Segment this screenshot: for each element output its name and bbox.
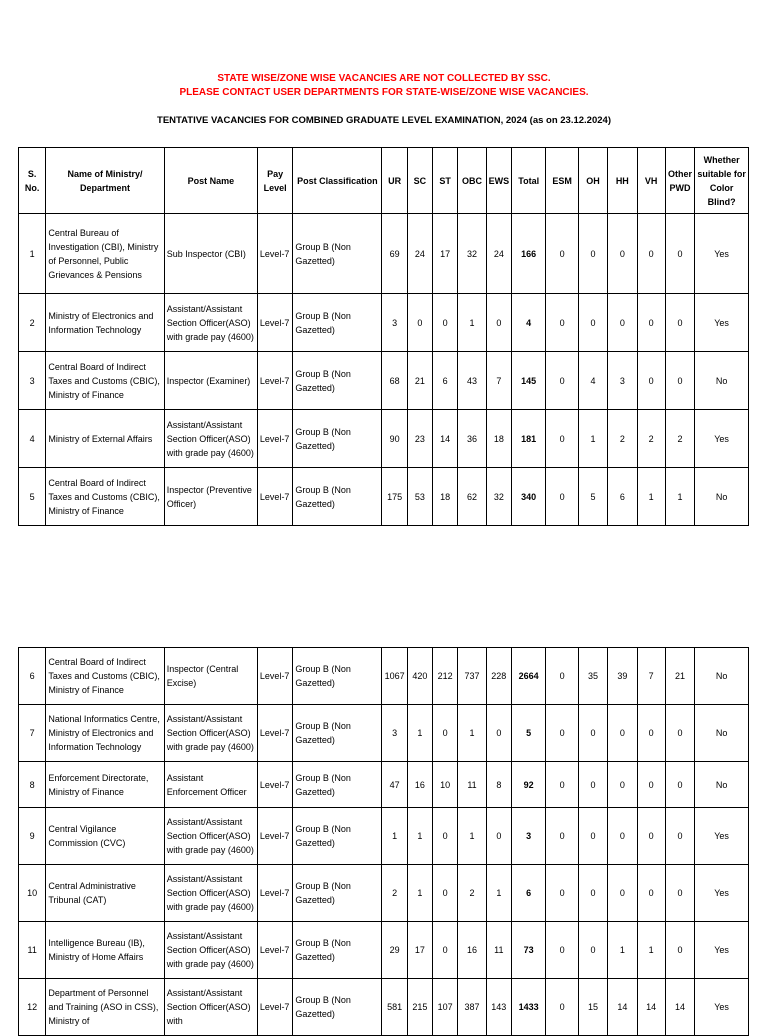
cell-sno: 12 (19, 979, 46, 1036)
cell-other-pwd: 0 (665, 214, 694, 294)
cell-sc: 17 (407, 922, 432, 979)
cell-ews: 1 (486, 865, 511, 922)
cell-sc: 21 (407, 352, 432, 410)
cell-st: 0 (433, 294, 458, 352)
cell-total: 2664 (511, 648, 545, 705)
table-row (19, 648, 749, 705)
cell-vh: 0 (637, 294, 665, 352)
cell-esm: 0 (546, 352, 578, 410)
cell-post-name: Assistant/Assistant Section Officer(ASO) with grade pay (4600) (164, 808, 257, 865)
cell-color-blind: No (695, 352, 749, 410)
cell-ur: 3 (382, 705, 407, 762)
cell-hh: 0 (608, 214, 637, 294)
cell-color-blind: No (695, 648, 749, 705)
cell-ministry: Ministry of Electronics and Information Technology (46, 294, 164, 352)
cell-ministry: Enforcement Directorate, Ministry of Finance (46, 762, 164, 808)
cell-obc: 16 (458, 922, 486, 979)
cell-sc: 215 (407, 979, 432, 1036)
cell-esm: 0 (546, 705, 578, 762)
cell-oh: 0 (578, 808, 607, 865)
col-header-ews: EWS (486, 148, 511, 214)
col-header-obc: OBC (458, 148, 486, 214)
cell-st: 0 (433, 808, 458, 865)
cell-oh: 4 (578, 352, 607, 410)
cell-other-pwd: 0 (665, 922, 694, 979)
cell-sno: 4 (19, 410, 46, 468)
cell-ur: 175 (382, 468, 407, 526)
cell-vh: 1 (637, 468, 665, 526)
vacancy-table-part-1 (18, 147, 749, 526)
cell-ur: 69 (382, 214, 407, 294)
cell-other-pwd: 14 (665, 979, 694, 1036)
col-header-pay-level: Pay Level (257, 148, 292, 214)
cell-esm: 0 (546, 410, 578, 468)
cell-total: 1433 (511, 979, 545, 1036)
table-row (19, 214, 749, 294)
table-header-row (19, 148, 749, 214)
cell-oh: 15 (578, 979, 607, 1036)
notice-line-2: PLEASE CONTACT USER DEPARTMENTS FOR STATE-WISE/ZONE WISE VACANCIES. (179, 87, 589, 98)
cell-sno: 6 (19, 648, 46, 705)
cell-pay-level: Level-7 (257, 922, 292, 979)
cell-other-pwd: 0 (665, 865, 694, 922)
cell-vh: 0 (637, 705, 665, 762)
cell-st: 14 (433, 410, 458, 468)
cell-obc: 2 (458, 865, 486, 922)
cell-pay-level: Level-7 (257, 865, 292, 922)
col-header-st: ST (433, 148, 458, 214)
cell-post-name: Assistant/Assistant Section Officer(ASO) with grade pay (4600) (164, 410, 257, 468)
cell-oh: 5 (578, 468, 607, 526)
cell-sno: 7 (19, 705, 46, 762)
cell-hh: 1 (608, 922, 637, 979)
cell-oh: 0 (578, 214, 607, 294)
cell-total: 3 (511, 808, 545, 865)
cell-total: 340 (511, 468, 545, 526)
cell-ministry: Central Vigilance Commission (CVC) (46, 808, 164, 865)
cell-sno: 3 (19, 352, 46, 410)
cell-post-name: Inspector (Preventive Officer) (164, 468, 257, 526)
cell-esm: 0 (546, 294, 578, 352)
cell-oh: 0 (578, 705, 607, 762)
cell-sno: 9 (19, 808, 46, 865)
document-title: TENTATIVE VACANCIES FOR COMBINED GRADUATE LEVEL EXAMINATION, 2024 (as on 23.12.2024) (157, 115, 611, 126)
cell-sc: 0 (407, 294, 432, 352)
cell-vh: 2 (637, 410, 665, 468)
col-header-ministry: Name of Ministry/ Department (46, 148, 164, 214)
cell-obc: 737 (458, 648, 486, 705)
cell-st: 107 (433, 979, 458, 1036)
cell-color-blind: No (695, 762, 749, 808)
cell-color-blind: No (695, 705, 749, 762)
table-row (19, 922, 749, 979)
cell-pay-level: Level-7 (257, 808, 292, 865)
col-header-sno: S. No. (19, 148, 46, 214)
cell-hh: 0 (608, 808, 637, 865)
cell-ur: 3 (382, 294, 407, 352)
cell-other-pwd: 21 (665, 648, 694, 705)
table-row (19, 705, 749, 762)
cell-ews: 32 (486, 468, 511, 526)
cell-pay-level: Level-7 (257, 410, 292, 468)
cell-st: 6 (433, 352, 458, 410)
cell-post-name: Inspector (Examiner) (164, 352, 257, 410)
table-row (19, 865, 749, 922)
cell-vh: 0 (637, 808, 665, 865)
cell-total: 73 (511, 922, 545, 979)
cell-total: 4 (511, 294, 545, 352)
col-header-classification: Post Classification (293, 148, 382, 214)
cell-sc: 53 (407, 468, 432, 526)
cell-color-blind: Yes (695, 979, 749, 1036)
cell-total: 181 (511, 410, 545, 468)
cell-ews: 18 (486, 410, 511, 468)
cell-obc: 36 (458, 410, 486, 468)
cell-other-pwd: 2 (665, 410, 694, 468)
cell-hh: 39 (608, 648, 637, 705)
cell-classification: Group B (Non Gazetted) (293, 352, 382, 410)
cell-hh: 0 (608, 294, 637, 352)
cell-pay-level: Level-7 (257, 979, 292, 1036)
cell-ministry: Ministry of External Affairs (46, 410, 164, 468)
cell-hh: 2 (608, 410, 637, 468)
cell-sno: 10 (19, 865, 46, 922)
cell-pay-level: Level-7 (257, 705, 292, 762)
cell-ews: 0 (486, 294, 511, 352)
cell-ews: 8 (486, 762, 511, 808)
cell-obc: 387 (458, 979, 486, 1036)
cell-total: 145 (511, 352, 545, 410)
col-header-hh: HH (608, 148, 637, 214)
cell-hh: 6 (608, 468, 637, 526)
cell-vh: 0 (637, 865, 665, 922)
cell-post-name: Assistant/Assistant Section Officer(ASO) with grade pay (4600) (164, 294, 257, 352)
cell-esm: 0 (546, 922, 578, 979)
col-header-ur: UR (382, 148, 407, 214)
cell-ews: 7 (486, 352, 511, 410)
cell-ur: 90 (382, 410, 407, 468)
cell-color-blind: Yes (695, 865, 749, 922)
cell-obc: 1 (458, 808, 486, 865)
cell-sno: 2 (19, 294, 46, 352)
cell-sno: 8 (19, 762, 46, 808)
notice-line-1: STATE WISE/ZONE WISE VACANCIES ARE NOT COLLECTED BY SSC. (217, 73, 551, 84)
cell-post-name: Assistant Enforcement Officer (164, 762, 257, 808)
cell-other-pwd: 0 (665, 762, 694, 808)
cell-classification: Group B (Non Gazetted) (293, 762, 382, 808)
cell-color-blind: Yes (695, 410, 749, 468)
cell-esm: 0 (546, 762, 578, 808)
cell-post-name: Assistant/Assistant Section Officer(ASO) with (164, 979, 257, 1036)
cell-other-pwd: 0 (665, 705, 694, 762)
cell-pay-level: Level-7 (257, 214, 292, 294)
cell-color-blind: Yes (695, 214, 749, 294)
cell-oh: 1 (578, 410, 607, 468)
col-header-vh: VH (637, 148, 665, 214)
cell-post-name: Assistant/Assistant Section Officer(ASO) with grade pay (4600) (164, 705, 257, 762)
cell-color-blind: Yes (695, 808, 749, 865)
cell-sc: 1 (407, 808, 432, 865)
cell-esm: 0 (546, 865, 578, 922)
table-row (19, 294, 749, 352)
cell-sc: 23 (407, 410, 432, 468)
cell-esm: 0 (546, 214, 578, 294)
cell-ur: 68 (382, 352, 407, 410)
cell-obc: 1 (458, 294, 486, 352)
cell-ministry: Central Board of Indirect Taxes and Customs (CBIC), Ministry of Finance (46, 468, 164, 526)
cell-ews: 0 (486, 808, 511, 865)
cell-vh: 0 (637, 352, 665, 410)
cell-classification: Group B (Non Gazetted) (293, 865, 382, 922)
cell-ews: 24 (486, 214, 511, 294)
cell-vh: 14 (637, 979, 665, 1036)
cell-other-pwd: 1 (665, 468, 694, 526)
cell-ur: 581 (382, 979, 407, 1036)
cell-pay-level: Level-7 (257, 762, 292, 808)
cell-sc: 24 (407, 214, 432, 294)
cell-oh: 0 (578, 865, 607, 922)
cell-hh: 0 (608, 705, 637, 762)
cell-total: 5 (511, 705, 545, 762)
cell-esm: 0 (546, 648, 578, 705)
cell-post-name: Assistant/Assistant Section Officer(ASO) with grade pay (4600) (164, 922, 257, 979)
col-header-color-blind: Whether suitable for Color Blind? (695, 148, 749, 214)
cell-sno: 5 (19, 468, 46, 526)
cell-vh: 7 (637, 648, 665, 705)
cell-sno: 1 (19, 214, 46, 294)
cell-ews: 0 (486, 705, 511, 762)
cell-hh: 0 (608, 865, 637, 922)
cell-classification: Group B (Non Gazetted) (293, 214, 382, 294)
cell-ministry: Central Board of Indirect Taxes and Customs (CBIC), Ministry of Finance (46, 648, 164, 705)
cell-oh: 0 (578, 762, 607, 808)
cell-classification: Group B (Non Gazetted) (293, 979, 382, 1036)
cell-esm: 0 (546, 808, 578, 865)
cell-esm: 0 (546, 468, 578, 526)
cell-classification: Group B (Non Gazetted) (293, 922, 382, 979)
cell-st: 10 (433, 762, 458, 808)
col-header-oh: OH (578, 148, 607, 214)
cell-classification: Group B (Non Gazetted) (293, 648, 382, 705)
cell-ur: 2 (382, 865, 407, 922)
cell-obc: 11 (458, 762, 486, 808)
cell-color-blind: Yes (695, 922, 749, 979)
table-row (19, 352, 749, 410)
cell-vh: 1 (637, 922, 665, 979)
cell-sc: 16 (407, 762, 432, 808)
cell-classification: Group B (Non Gazetted) (293, 468, 382, 526)
cell-total: 6 (511, 865, 545, 922)
cell-vh: 0 (637, 214, 665, 294)
cell-sc: 420 (407, 648, 432, 705)
cell-hh: 0 (608, 762, 637, 808)
cell-pay-level: Level-7 (257, 468, 292, 526)
cell-st: 17 (433, 214, 458, 294)
cell-ministry: National Informatics Centre, Ministry of Electronics and Information Technology (46, 705, 164, 762)
cell-ur: 1067 (382, 648, 407, 705)
col-header-esm: ESM (546, 148, 578, 214)
cell-post-name: Assistant/Assistant Section Officer(ASO) with grade pay (4600) (164, 865, 257, 922)
cell-ur: 47 (382, 762, 407, 808)
cell-sno: 11 (19, 922, 46, 979)
col-header-post-name: Post Name (164, 148, 257, 214)
cell-pay-level: Level-7 (257, 352, 292, 410)
cell-ews: 228 (486, 648, 511, 705)
cell-st: 18 (433, 468, 458, 526)
cell-classification: Group B (Non Gazetted) (293, 294, 382, 352)
cell-ministry: Central Board of Indirect Taxes and Customs (CBIC), Ministry of Finance (46, 352, 164, 410)
cell-hh: 3 (608, 352, 637, 410)
cell-color-blind: No (695, 468, 749, 526)
table-row (19, 808, 749, 865)
cell-hh: 14 (608, 979, 637, 1036)
cell-obc: 62 (458, 468, 486, 526)
cell-ministry: Intelligence Bureau (IB), Ministry of Home Affairs (46, 922, 164, 979)
cell-other-pwd: 0 (665, 808, 694, 865)
cell-ministry: Central Administrative Tribunal (CAT) (46, 865, 164, 922)
cell-obc: 32 (458, 214, 486, 294)
cell-color-blind: Yes (695, 294, 749, 352)
cell-st: 0 (433, 922, 458, 979)
cell-obc: 43 (458, 352, 486, 410)
table-row (19, 762, 749, 808)
cell-oh: 0 (578, 922, 607, 979)
cell-other-pwd: 0 (665, 294, 694, 352)
cell-st: 212 (433, 648, 458, 705)
cell-ews: 143 (486, 979, 511, 1036)
cell-sc: 1 (407, 705, 432, 762)
cell-classification: Group B (Non Gazetted) (293, 410, 382, 468)
col-header-other-pwd: Other PWD (665, 148, 694, 214)
table-row (19, 410, 749, 468)
cell-ministry: Department of Personnel and Training (ASO in CSS), Ministry of (46, 979, 164, 1036)
cell-total: 92 (511, 762, 545, 808)
cell-post-name: Sub Inspector (CBI) (164, 214, 257, 294)
cell-ews: 11 (486, 922, 511, 979)
cell-classification: Group B (Non Gazetted) (293, 808, 382, 865)
cell-pay-level: Level-7 (257, 648, 292, 705)
cell-ur: 1 (382, 808, 407, 865)
cell-st: 0 (433, 705, 458, 762)
cell-oh: 0 (578, 294, 607, 352)
col-header-sc: SC (407, 148, 432, 214)
cell-total: 166 (511, 214, 545, 294)
cell-oh: 35 (578, 648, 607, 705)
cell-post-name: Inspector (Central Excise) (164, 648, 257, 705)
cell-esm: 0 (546, 979, 578, 1036)
cell-vh: 0 (637, 762, 665, 808)
cell-obc: 1 (458, 705, 486, 762)
cell-ur: 29 (382, 922, 407, 979)
vacancy-table-part-2 (18, 647, 749, 1036)
table-row (19, 979, 749, 1036)
cell-classification: Group B (Non Gazetted) (293, 705, 382, 762)
cell-other-pwd: 0 (665, 352, 694, 410)
cell-ministry: Central Bureau of Investigation (CBI), Ministry of Personnel, Public Grievances & Pensions (46, 214, 164, 294)
cell-st: 0 (433, 865, 458, 922)
cell-sc: 1 (407, 865, 432, 922)
cell-pay-level: Level-7 (257, 294, 292, 352)
table-row (19, 468, 749, 526)
col-header-total: Total (511, 148, 545, 214)
